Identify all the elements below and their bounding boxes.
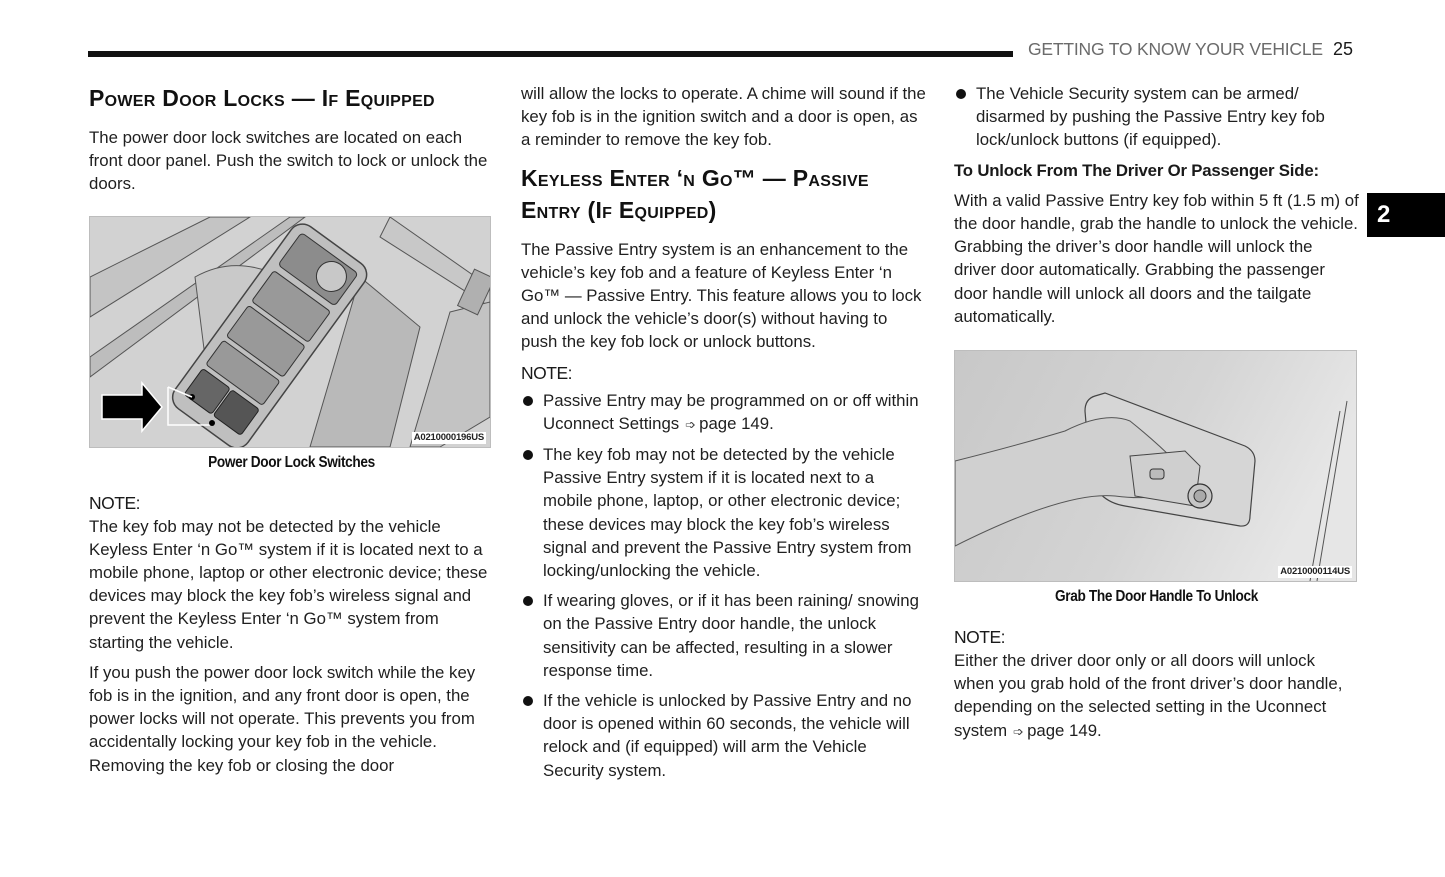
xref-arrow-icon: ➩ [1013, 723, 1025, 739]
door-panel-illustration [90, 217, 490, 447]
figure-id: A0210000196US [413, 431, 484, 443]
section-heading-keyless-enter-n-go: Keyless Enter ‘n Go™ — Passive Entry (If Equipped) [521, 164, 869, 223]
note-text: The key fob may not be detected by the vehicle Keyless Enter ‘n Go™ system if it is located next to a mobile phone, laptop or other electronic device; these devices may block the key fob’s wireless signal and prevent the Keyless Enter ‘n Go™ system from starting the vehicle. [89, 516, 488, 652]
security-bullet-list [954, 82, 1359, 152]
note-label: NOTE: [521, 362, 572, 383]
column-3 [954, 82, 1359, 743]
bullet-icon [523, 696, 533, 706]
section-heading-power-door-locks: Power Door Locks — If Equipped [89, 85, 435, 111]
list-item: Passive Entry may be programmed on or off within Uconnect Settings ➩ page 149. [521, 389, 926, 436]
bullet-icon [523, 396, 533, 406]
note-label: NOTE: [954, 627, 1005, 648]
note-text: Either the driver door only or all doors will unlock when you grab hold of the front driver’s door handle, depending on the selected setting in the Uconnect system ➩ page 149. [954, 649, 1359, 743]
passive-entry-intro: The Passive Entry system is an enhancement to the vehicle’s key fob and a feature of Keyless Enter ‘n Go™ — Passive Entry. This feature allows you to lock and unlock the vehicle’s door(s) without having to push the key fob lock or unlock buttons. [521, 239, 922, 352]
figure-power-door-lock-switches [89, 216, 491, 448]
page-reference-link[interactable]: page 149. [699, 413, 774, 433]
figure-caption: Grab The Door Handle To Unlock [1055, 588, 1258, 606]
header-rule [88, 51, 1013, 57]
list-item: The key fob may not be detected by the vehicle Passive Entry system if it is located next to a mobile phone, laptop, or other electronic device; these devices may block the key fob’s wireless signal and prevent the Passive Entry system from locking/unlocking the vehicle. [521, 443, 926, 582]
door-lock-ignition-paragraph: If you push the power door lock switch while the key fob is in the ignition, and any front door is open, the power locks will not operate. This prevents you from accidentally locking your key fob in the vehicle. Removing the key fob or closing the door [89, 662, 476, 775]
list-item: If wearing gloves, or if it has been raining/ snowing on the Passive Entry door handle, the unlock sensitivity can be affected, resulting in a slower response time. [521, 589, 926, 682]
figure-caption: Power Door Lock Switches [208, 453, 375, 471]
bullet-icon [523, 596, 533, 606]
list-item: If the vehicle is unlocked by Passive Entry and no door is opened within 60 seconds, the vehicle will relock and (if equipped) will arm the Vehicle Security system. [521, 689, 926, 782]
xref-arrow-icon: ➩ [685, 416, 697, 432]
column-2 [521, 82, 926, 789]
note-label: NOTE: [89, 492, 140, 513]
chapter-tab[interactable]: 2 [1367, 193, 1445, 237]
continued-paragraph: will allow the locks to operate. A chime will sound if the key fob is in the ignition switch and a door is open, as a reminder to remove the key fob. [521, 84, 926, 150]
bullet-icon [956, 89, 966, 99]
door-handle-illustration [955, 351, 1356, 581]
subheading-unlock-driver-passenger: To Unlock From The Driver Or Passenger Side: [954, 160, 1319, 180]
list-item: The Vehicle Security system can be armed/ disarmed by pushing the Passive Entry key fob lock/unlock buttons (if equipped). [954, 82, 1359, 152]
page-number: 25 [1333, 39, 1354, 59]
bullet-icon [523, 450, 533, 460]
figure-id: A0210000114US [1280, 566, 1350, 578]
figure-grab-door-handle [954, 350, 1357, 582]
column-1 [89, 82, 494, 777]
running-head: GETTING TO KNOW YOUR VEHICLE [1028, 39, 1323, 59]
page-reference-link[interactable]: page 149. [1027, 720, 1102, 740]
unlock-paragraph: With a valid Passive Entry key fob within 5 ft (1.5 m) of the door handle, grab the handle to unlock the vehicle. Grabbing the driver’s door handle will unlock the driver door automatically. Grabbing the passenger door handle will unlock all doors and the tailgate automatically. [954, 190, 1359, 326]
power-door-locks-intro: The power door lock switches are located on each front door panel. Push the switch to lock or unlock the doors. [89, 128, 488, 194]
note-bullet-list [521, 389, 926, 782]
